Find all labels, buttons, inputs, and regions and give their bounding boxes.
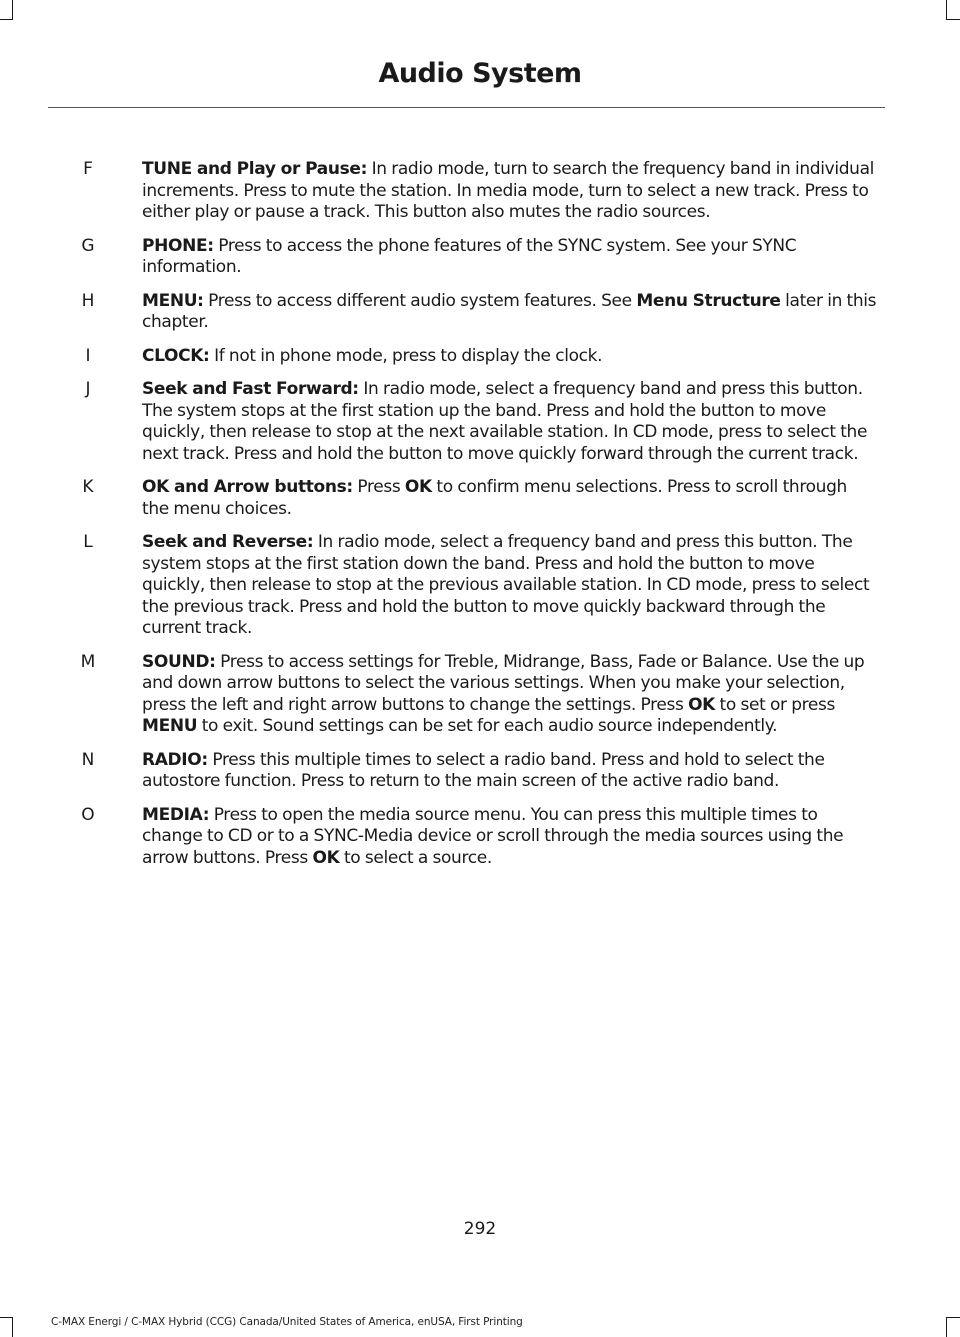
crop-mark: [0, 19, 13, 20]
crop-mark: [946, 0, 947, 20]
item-label: Seek and Fast Forward:: [142, 379, 359, 399]
item-description: TUNE and Play or Pause: In radio mode, turn to search the frequency band in individual increments. Press to mute the station. In media mode, turn to select a new track. Press to either play or pause a track. This button also mutes the radio sources.: [142, 159, 875, 222]
item-label: CLOCK:: [142, 345, 210, 366]
list-item: [0, 652, 960, 738]
button-reference: OK: [688, 694, 715, 715]
item-label: Seek and Reverse:: [142, 532, 314, 552]
header-divider: [48, 107, 885, 108]
item-description: MENU: Press to access different audio system features. See Menu Structure later in this chapter.: [142, 290, 877, 332]
item-label: SOUND:: [142, 651, 216, 672]
crop-mark: [12, 0, 13, 20]
item-label: MEDIA:: [142, 804, 210, 825]
footer-text: C-MAX Energi / C-MAX Hybrid (CCG) Canada/United States of America, enUSA, First Printing: [51, 1316, 523, 1328]
list-item: [0, 346, 960, 368]
item-letter: M: [80, 651, 96, 672]
item-label: MENU:: [142, 290, 204, 311]
item-description: MEDIA: Press to open the media source menu. You can press this multiple times to change to CD or to a SYNC-Media device or scroll through the media sources using the arrow buttons. Press OK to select a source.: [142, 804, 844, 868]
list-item: [0, 159, 960, 224]
crop-mark: [946, 1317, 947, 1337]
list-item: [0, 805, 960, 870]
page-number: 292: [463, 1219, 497, 1239]
item-letter: J: [85, 379, 91, 399]
item-description: PHONE: Press to access the phone features of the SYNC system. See your SYNC information.: [142, 235, 797, 277]
list-item: [0, 236, 960, 279]
item-label: OK and Arrow buttons:: [142, 477, 353, 497]
crop-mark: [946, 19, 960, 20]
list-item: [0, 379, 960, 465]
item-letter: O: [81, 804, 95, 825]
crop-mark: [946, 1317, 960, 1318]
list-item: [0, 291, 960, 334]
item-description: Seek and Reverse: In radio mode, select a frequency band and press this button. The system stops at the first station down the band. Press and hold the button to move quickly, then release to stop at the previous available station. In CD mode, press to select the previous track. Press and hold the button to move quickly backward through the current track.: [142, 532, 870, 638]
page-title: Audio System: [378, 58, 582, 89]
list-item: [0, 750, 960, 793]
item-description: Seek and Fast Forward: In radio mode, select a frequency band and press this button. The system stops at the first station up the band. Press and hold the button to move quickly, then release to stop at the next available station. In CD mode, press to select the next track. Press and hold the button to move quickly forward through the current track.: [142, 379, 868, 464]
item-description: OK and Arrow buttons: Press OK to confirm menu selections. Press to scroll through the menu choices.: [142, 477, 847, 519]
item-letter: K: [82, 477, 94, 497]
list-item: [0, 532, 960, 640]
item-description: SOUND: Press to access settings for Treble, Midrange, Bass, Fade or Balance. Use the up and down arrow buttons to select the various settings. When you make your selection, press the left and right arrow buttons to change the settings. Press OK to set or press MENU to exit. Sound settings can be set for each audio source independently.: [142, 651, 865, 736]
button-reference: OK: [312, 847, 340, 868]
cross-reference: Menu Structure: [636, 290, 781, 311]
item-description: RADIO: Press this multiple times to select a radio band. Press and hold to select the autostore function. Press to return to the main screen of the active radio band.: [142, 749, 825, 791]
item-label: RADIO:: [142, 749, 208, 770]
item-letter: H: [81, 290, 95, 311]
item-label: PHONE:: [142, 235, 214, 256]
item-letter: G: [81, 235, 95, 256]
item-letter: I: [85, 345, 91, 366]
list-item: [0, 477, 960, 520]
button-reference: OK: [404, 477, 432, 497]
item-letter: L: [83, 532, 93, 552]
crop-mark: [0, 1317, 13, 1318]
item-letter: F: [83, 159, 93, 179]
item-description: CLOCK: If not in phone mode, press to display the clock.: [142, 345, 603, 366]
button-reference: MENU: [142, 716, 198, 736]
item-label: TUNE and Play or Pause:: [142, 159, 368, 179]
item-letter: N: [81, 749, 95, 770]
entry-list: [0, 159, 960, 881]
crop-mark: [12, 1317, 13, 1337]
